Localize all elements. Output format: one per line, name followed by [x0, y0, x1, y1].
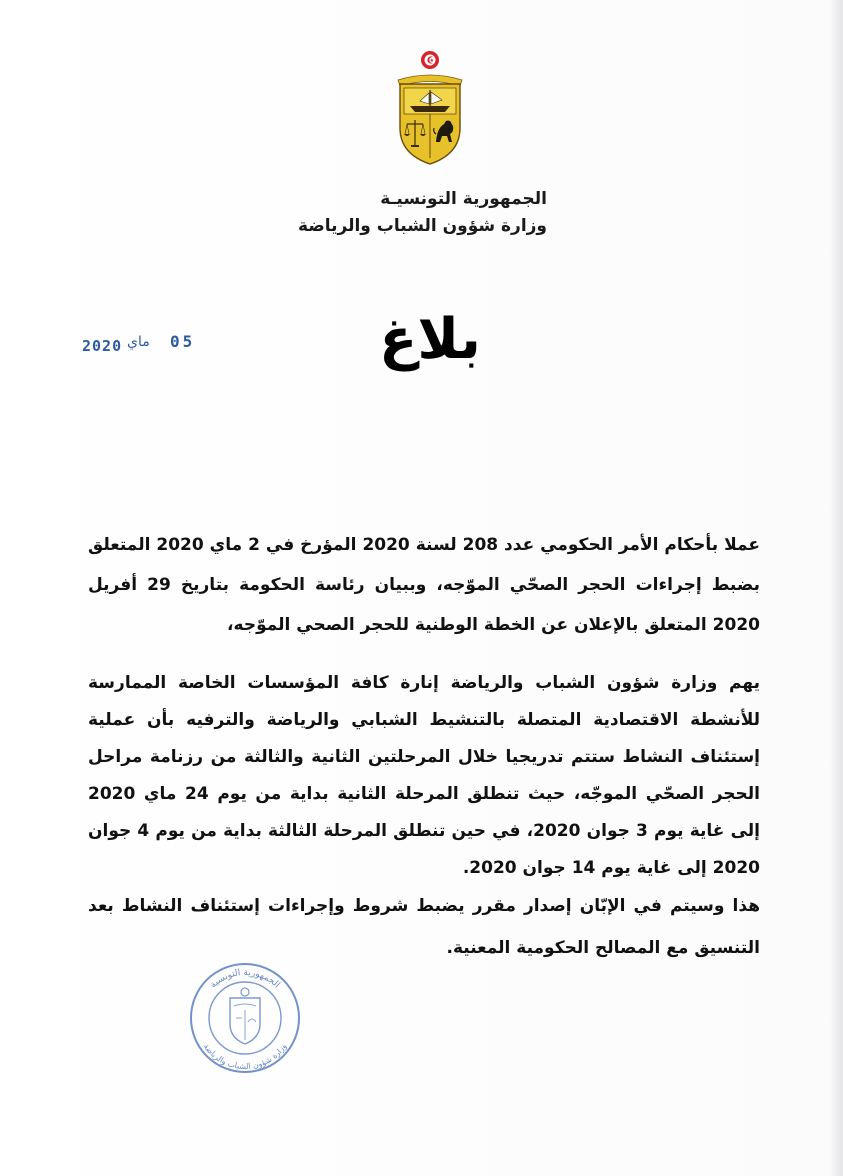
- seal-text-bottom: وزارة شؤون الشباب والرياضة: [201, 1041, 289, 1072]
- seal-text-top: الجمهورية التونسية: [208, 967, 282, 991]
- paragraph-3: هذا وسيتم في الإبّان إصدار مقرر يضبط شروط وإجراءات إستئناف النشاط بعد التنسيق مع المصالح الحكومية المعنية.: [88, 896, 760, 958]
- date-stamp: [82, 330, 202, 360]
- date-month: ماي: [127, 334, 150, 350]
- paragraph-2: يهم وزارة شؤون الشباب والرياضة إنارة كافة المؤسسات الخاصة الممارسة للأنشطة الاقتصادية المتصلة بالتنشيط الشبابي والرياضة والترفيه بأن عملية إستئناف النشاط ستتم تدريجيا خلال المرحلتين الثانية والثالثة من رزنامة مراحل الحجر الصحّي الموجّه، حيث تنطلق المرحلة الثانية بداية من يوم 24 ماي 2020 إلى غاية يوم 3 جوان 2020، في حين تنطلق المرحلة الثالثة بداية من يوم 4 جوان 2020 إلى غاية يوم 14 جوان 2020.: [88, 673, 761, 878]
- date-year: 2020: [82, 337, 123, 355]
- svg-text:وزارة شؤون الشباب والرياضة: [202, 1042, 289, 1071]
- ministry-seal-icon: [180, 958, 310, 1076]
- date-day: 05: [170, 332, 196, 351]
- ministry-name: وزارة شؤون الشباب والرياضة: [298, 216, 547, 236]
- page-edge-shadow: [829, 0, 843, 1176]
- paragraph-1: عملا بأحكام الأمر الحكومي عدد 208 لسنة 2020 المؤرخ في 2 ماي 2020 المتعلق بضبط إجراءات الحجر الصحّي الموّجه، وببيان رئاسة الحكومة بتاريخ 29 أفريل 2020 المتعلق بالإعلان عن الخطة الوطنية للحجر الصحي الموّجه،: [88, 535, 761, 635]
- tunisia-coat-of-arms-icon: [390, 50, 470, 168]
- header-block: [298, 186, 547, 240]
- republic-name: الجمهورية التونسيـة: [380, 189, 547, 209]
- document-title: بلاغ: [379, 307, 481, 372]
